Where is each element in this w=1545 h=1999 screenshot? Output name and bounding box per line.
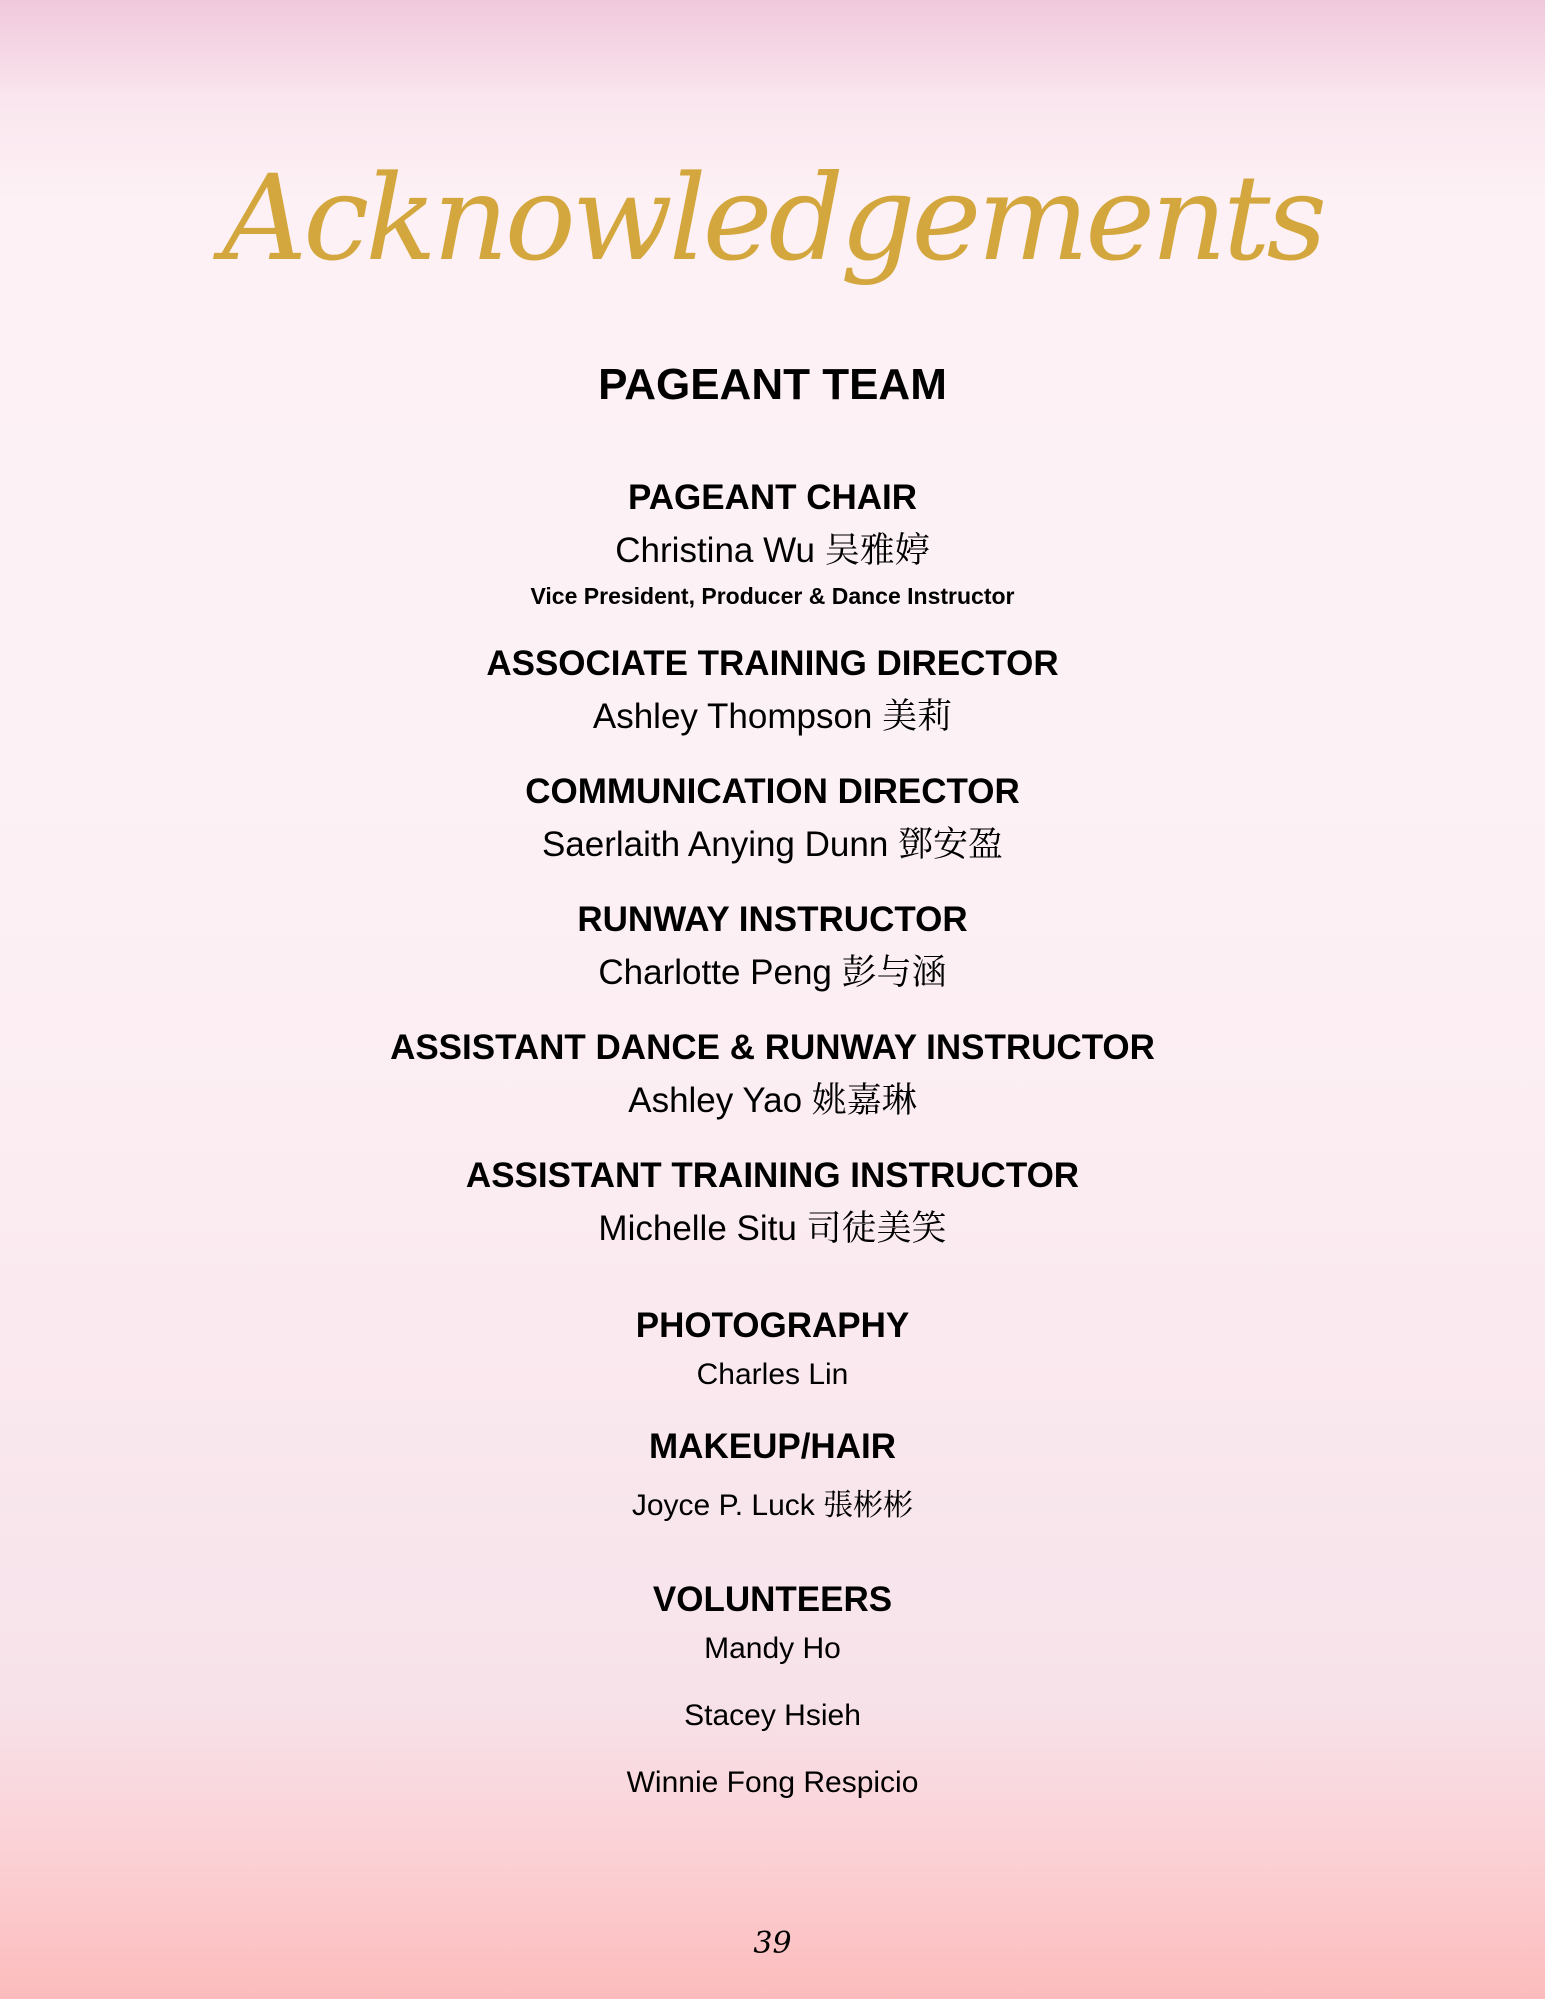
team-heading: PAGEANT TEAM <box>598 360 947 409</box>
role-title-assistant-dance-runway-instructor: ASSISTANT DANCE & RUNWAY INSTRUCTOR <box>390 1028 1155 1067</box>
role-title-makeup-hair: MAKEUP/HAIR <box>649 1427 896 1466</box>
person-name-runway-instructor: Charlotte Peng 彭与涵 <box>598 953 947 992</box>
role-title-associate-training-director: ASSOCIATE TRAINING DIRECTOR <box>486 644 1059 683</box>
person-name-pageant-chair: Christina Wu 吴雅婷 <box>615 531 930 570</box>
role-title-photography: PHOTOGRAPHY <box>635 1306 910 1345</box>
person-name-associate-training-director: Ashley Thompson 美莉 <box>592 697 953 736</box>
volunteer-name: Mandy Ho <box>704 1632 841 1665</box>
role-title-assistant-training-instructor: ASSISTANT TRAINING INSTRUCTOR <box>465 1156 1080 1195</box>
role-subtitle-pageant-chair: Vice President, Producer & Dance Instructor <box>530 583 1015 609</box>
person-name-makeup-hair: Joyce P. Luck 張彬彬 <box>631 1489 914 1522</box>
role-title-communication-director: COMMUNICATION DIRECTOR <box>525 772 1020 811</box>
person-name-assistant-training-instructor: Michelle Situ 司徒美笑 <box>598 1209 947 1248</box>
page-title: Acknowledgements <box>221 149 1324 287</box>
person-name-assistant-dance-runway-instructor: Ashley Yao 姚嘉琳 <box>628 1081 917 1120</box>
person-name-photography: Charles Lin <box>696 1358 849 1391</box>
role-title-runway-instructor: RUNWAY INSTRUCTOR <box>577 900 968 939</box>
volunteer-name: Stacey Hsieh <box>684 1699 861 1732</box>
role-title-volunteers: VOLUNTEERS <box>652 1580 893 1619</box>
role-title-pageant-chair: PAGEANT CHAIR <box>627 478 918 517</box>
page-number: 39 <box>753 1926 792 1961</box>
volunteer-name: Winnie Fong Respicio <box>626 1766 919 1799</box>
person-name-communication-director: Saerlaith Anying Dunn 鄧安盈 <box>541 825 1004 864</box>
